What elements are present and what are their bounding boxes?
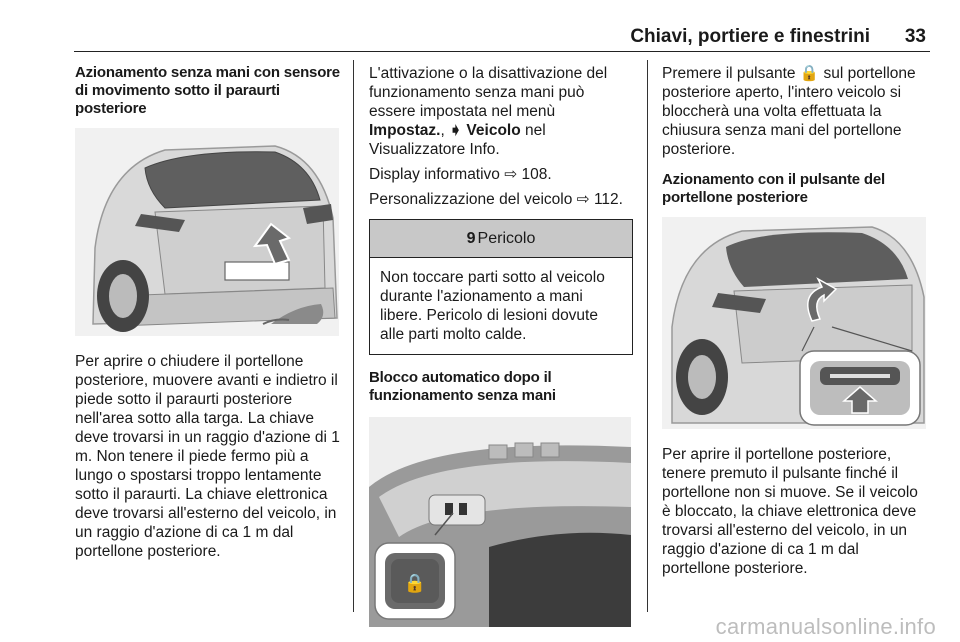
danger-text: Non toccare parti sotto al veicolo durante l'azionamento a mani libere. Pericolo di lesioni dovute alle parti molto calde. [380,269,605,343]
column-2 [369,64,633,627]
danger-box [369,219,633,355]
figure-rear-bumper-sensor [75,128,339,336]
column-3 [662,64,930,584]
paragraph-open-button: Per aprire il portellone posteriore, tenere premuto il pulsante finché il portellone non si muove. Se il veicolo è bloccato, la chiave elettronica deve trovarsi all'esterno del veicolo, in un raggio d'azione di ca 1 m dal portellone posteriore. [662,446,918,577]
car-rear-illustration [75,128,339,336]
danger-title: Pericolo [477,230,536,247]
paragraph-personalization-ref: Personalizzazione del veicolo ⇨ 112. [369,191,623,208]
paragraph-lock-button: Premere il pulsante 🔒 sul portellone posteriore aperto, l'intero veicolo si bloccherà una volta effettuata la chiusura senza mani del portellone posteriore. [662,65,916,158]
tailgate-interior-illustration [369,417,631,627]
page-header [74,22,930,52]
hand-lock-icon: 🔒 [403,573,427,594]
column-divider [353,60,354,612]
section-heading-autolock: Blocco automatico dopo il funzionamento senza mani [369,369,556,404]
vehicle-arrow-icon: ➧ [449,122,463,139]
figure-tailgate-button [662,217,926,429]
paragraph-activation: L'attivazione o la disattivazione del funzionamento senza mani può essere impostata nel menù Impostaz., ➧ Veicolo nel Visualizzatore Info. [369,65,608,158]
page-number: 33 [904,26,926,47]
column-1 [75,64,341,567]
section-heading-handsfree: Azionamento senza mani con sensore di movimento sotto il paraurti posteriore [75,64,340,117]
car-tailgate-button-illustration [662,217,926,429]
figure-tailgate-lock-button [369,417,631,627]
paragraph-display-ref: Display informativo ⇨ 108. [369,166,552,183]
danger-header [370,220,632,258]
section-heading-button-operation: Azionamento con il pulsante del portellone posteriore [662,171,885,206]
menu-settings: Impostaz. [369,122,441,139]
warning-triangle-icon: 9 [466,230,476,247]
header-title: Chiavi, portiere e finestrini [630,26,870,47]
watermark: carmanualsonline.info [715,614,936,639]
column-divider [647,60,648,612]
menu-vehicle: Veicolo [462,122,521,139]
paragraph-open-close: Per aprire o chiudere il portellone posteriore, muovere avanti e indietro il piede sotto il paraurti posteriore nell'area sotto alla targa. La chiave deve trovarsi in un raggio d'azione di 1 m. Non tenere il piede fermo più a lungo o spostarsi troppo lentamente sotto il paraurti. La chiave elettronica deve trovarsi all'esterno del veicolo, in un raggio d'azione di ca 1 m dal portellone posteriore. [75,353,340,560]
